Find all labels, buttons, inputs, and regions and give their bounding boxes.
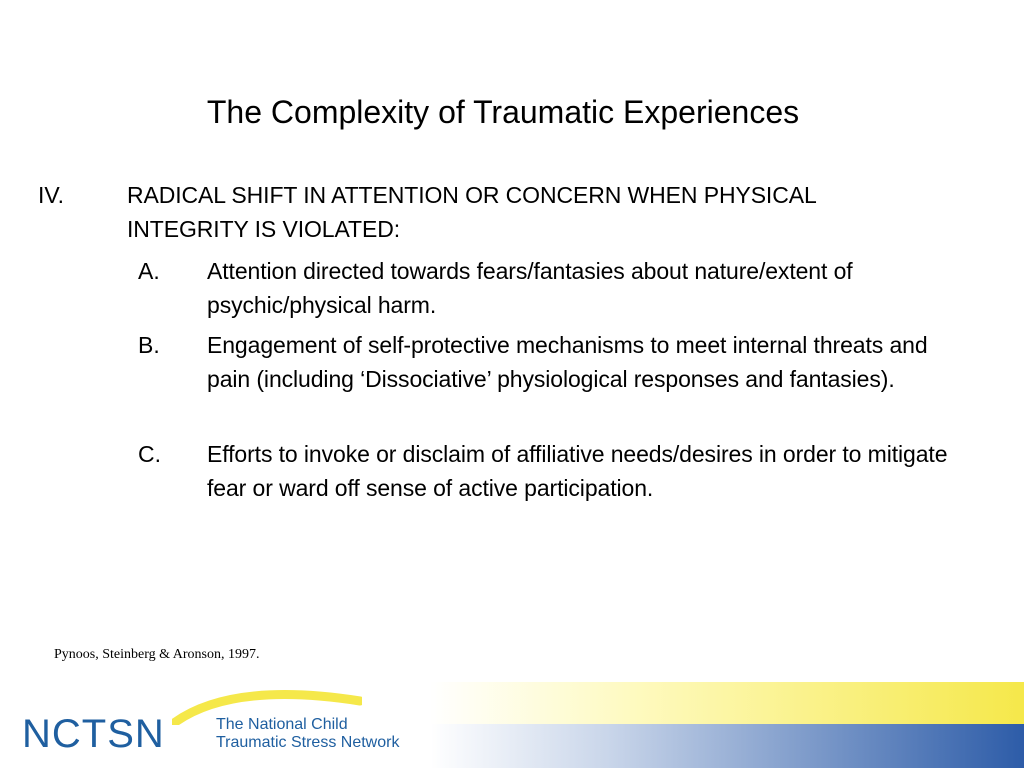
- slide-title: The Complexity of Traumatic Experiences: [206, 94, 800, 130]
- citation: Pynoos, Steinberg & Aronson, 1997.: [54, 647, 260, 662]
- footer-banner: [0, 680, 1024, 768]
- item-text: Engagement of self-protective mechanisms to meet internal threats and pain (including ‘Dissociative’ physiological responses and fantasies).: [207, 332, 928, 392]
- footer-yellow-band: [430, 682, 1024, 724]
- item-text: Attention directed towards fears/fantasies about nature/extent of psychic/physical harm.: [207, 258, 853, 318]
- logo-org-name: [216, 716, 399, 752]
- section-heading: RADICAL SHIFT IN ATTENTION OR CONCERN WHEN PHYSICAL INTEGRITY IS VIOLATED:: [127, 182, 816, 242]
- footer-blue-band: [430, 724, 1024, 768]
- logo-org-line1: The National Child: [216, 716, 348, 733]
- item-label: A.: [138, 258, 160, 284]
- item-text: Efforts to invoke or disclaim of affiliative needs/desires in order to mitigate fear or ward off sense of active participation.: [207, 441, 948, 501]
- nctsn-logo: [22, 685, 422, 760]
- item-label: B.: [138, 332, 160, 358]
- list-item-b: [138, 328, 967, 396]
- list-item-c: [138, 437, 967, 505]
- logo-org-line2: Traumatic Stress Network: [216, 734, 400, 751]
- list-item-a: [138, 254, 967, 322]
- section-iv: [38, 178, 918, 246]
- item-label: C.: [138, 441, 161, 467]
- section-number: IV.: [38, 182, 65, 208]
- logo-wordmark: NCTSN: [22, 712, 165, 756]
